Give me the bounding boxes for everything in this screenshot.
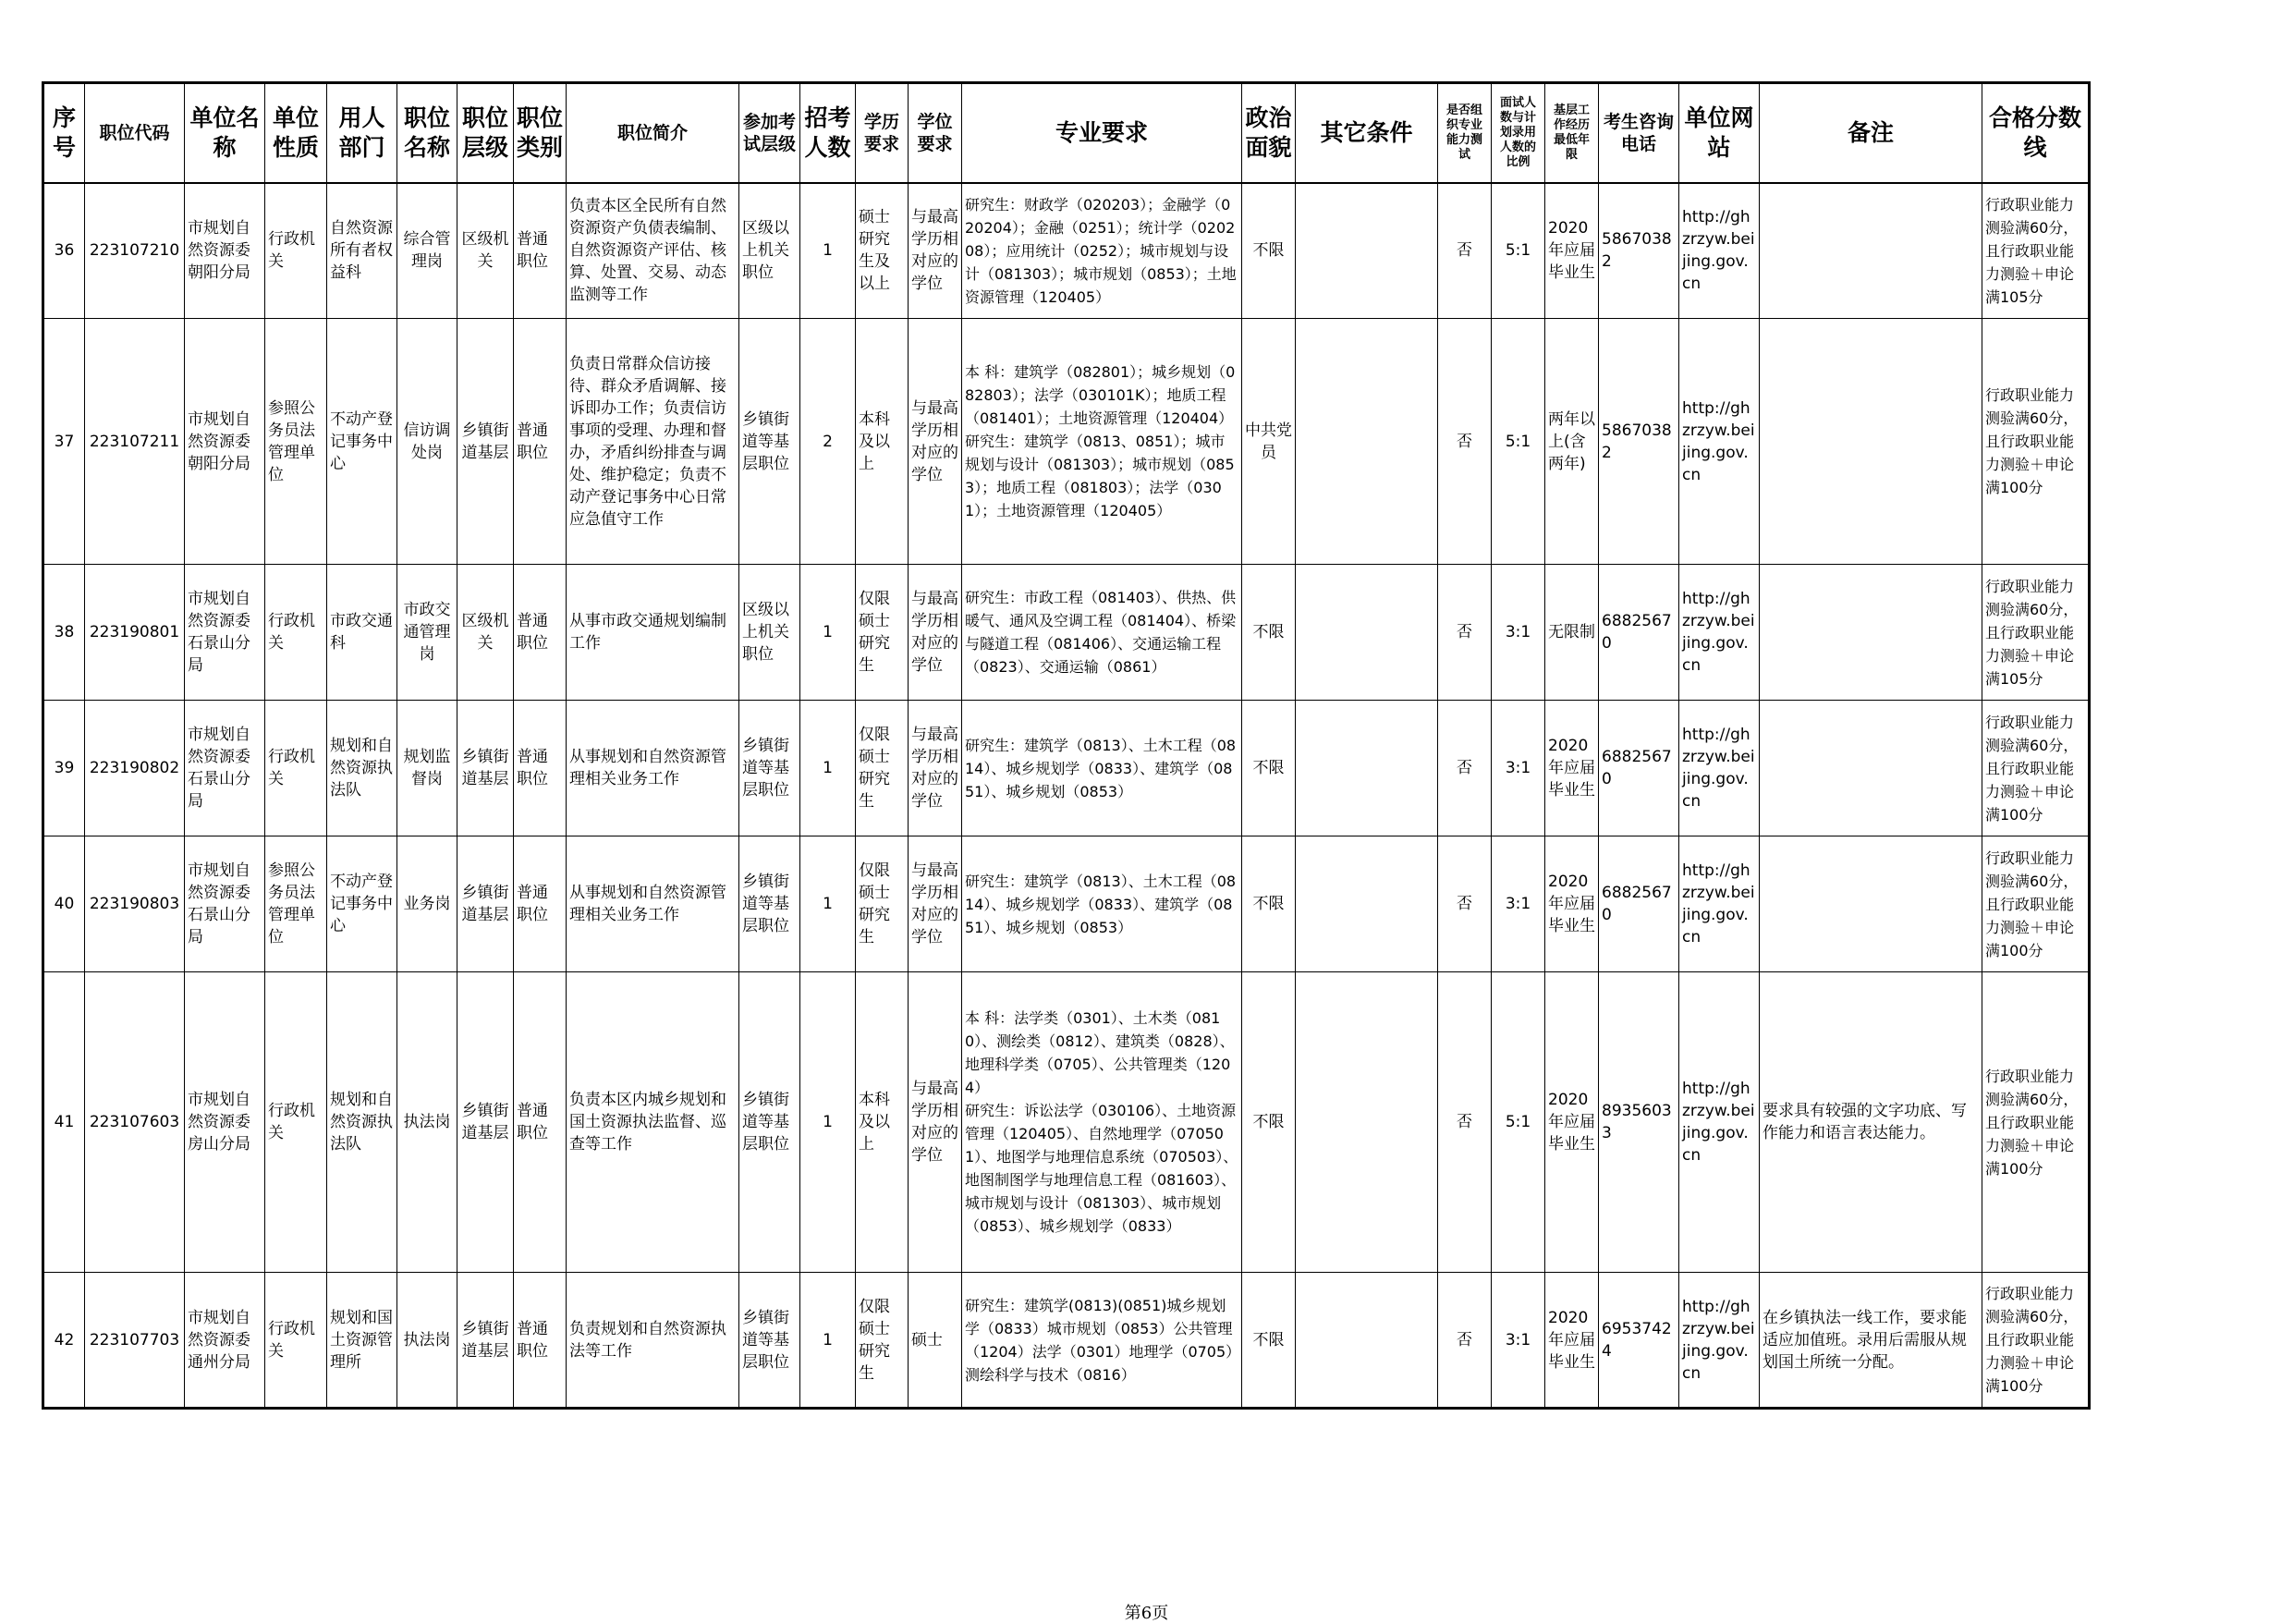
cell-test: 否: [1438, 836, 1492, 972]
cell-category: 普通职位: [514, 701, 567, 836]
header-cell: 用人部门: [327, 83, 397, 183]
cell-phone: 68825670: [1599, 701, 1679, 836]
header-row: [43, 83, 2090, 183]
cell-level: 乡镇街道基层: [457, 972, 514, 1273]
header-cell: 职位简介: [567, 83, 739, 183]
cell-intro: 负责本区内城乡规划和国土资源执法监督、巡查等工作: [567, 972, 739, 1273]
cell-years: 2020年应届毕业生: [1545, 972, 1599, 1273]
cell-major: 研究生：建筑学(0813)(0851)城乡规划学（0833）城市规划（0853）公共管理（1204）法学（0301）地理学（0705）测绘科学与技术（0816）: [962, 1273, 1242, 1409]
cell-no: 37: [43, 319, 85, 565]
cell-years: 2020年应届毕业生: [1545, 1273, 1599, 1409]
cell-exam-level: 乡镇街道等基层职位: [739, 701, 800, 836]
cell-post: 执法岗: [397, 1273, 457, 1409]
cell-post: 执法岗: [397, 972, 457, 1273]
cell-major: 本 科：法学类（0301）、土木类（0810）、测绘类（0812）、建筑类（0828）、地理科学类（0705）、公共管理类（1204） 研究生：诉讼法学（030106）、土地资源管理（120405）、自然地理学（070501）、地图学与地理信息系统（070503）、地图制图学与地理信息工程（081603）、城市规划与设计（081303）、城市规划（0853）、城乡规划学（0833）: [962, 972, 1242, 1273]
cell-unit: 市规划自然资源委房山分局: [185, 972, 265, 1273]
cell-site: http://ghzrzyw.beijing.gov.cn: [1679, 319, 1760, 565]
header-cell: 是否组织专业能力测试: [1438, 83, 1492, 183]
cell-intro: 从事市政交通规划编制工作: [567, 565, 739, 701]
cell-politics: 不限: [1242, 972, 1296, 1273]
cell-intro: 从事规划和自然资源管理相关业务工作: [567, 701, 739, 836]
cell-degree: 与最高学历相对应的学位: [909, 319, 962, 565]
cell-other: [1296, 183, 1438, 319]
cell-other: [1296, 836, 1438, 972]
cell-post: 信访调处岗: [397, 319, 457, 565]
cell-no: 41: [43, 972, 85, 1273]
header-cell: 面试人数与计划录用人数的比例: [1492, 83, 1545, 183]
cell-note: [1760, 836, 1982, 972]
cell-site: http://ghzrzyw.beijing.gov.cn: [1679, 836, 1760, 972]
cell-level: 乡镇街道基层: [457, 1273, 514, 1409]
cell-phone: 69537424: [1599, 1273, 1679, 1409]
cell-ratio: 3:1: [1492, 836, 1545, 972]
cell-major: 本 科：建筑学（082801）；城乡规划（082803）；法学（030101K）；地质工程（081401）；土地资源管理（120404） 研究生：建筑学（0813、0851）；城市规划与设计（081303）；城市规划（0853）；地质工程（081803）；法学（0301）；土地资源管理（120405）: [962, 319, 1242, 565]
cell-edu: 仅限硕士研究生: [856, 701, 909, 836]
cell-code: 223107210: [85, 183, 185, 319]
cell-nature: 行政机关: [265, 972, 327, 1273]
cell-code: 223190802: [85, 701, 185, 836]
cell-phone: 58670382: [1599, 319, 1679, 565]
cell-dept: 不动产登记事务中心: [327, 319, 397, 565]
cell-other: [1296, 701, 1438, 836]
header-cell: 学历要求: [856, 83, 909, 183]
cell-score: 行政职业能力测验满60分，且行政职业能力测验＋申论满100分: [1982, 319, 2090, 565]
cell-nature: 参照公务员法管理单位: [265, 319, 327, 565]
cell-unit: 市规划自然资源委石景山分局: [185, 565, 265, 701]
cell-phone: 68825670: [1599, 565, 1679, 701]
header-cell: 合格分数线: [1982, 83, 2090, 183]
cell-level: 乡镇街道基层: [457, 836, 514, 972]
header-cell: 职位层级: [457, 83, 514, 183]
header-cell: 单位性质: [265, 83, 327, 183]
cell-politics: 不限: [1242, 183, 1296, 319]
cell-note: [1760, 565, 1982, 701]
cell-dept: 规划和国土资源管理所: [327, 1273, 397, 1409]
cell-dept: 自然资源所有者权益科: [327, 183, 397, 319]
cell-code: 223107603: [85, 972, 185, 1273]
table-header: [43, 83, 2090, 183]
cell-score: 行政职业能力测验满60分，且行政职业能力测验＋申论满100分: [1982, 836, 2090, 972]
table-row: [43, 836, 2090, 972]
cell-test: 否: [1438, 1273, 1492, 1409]
cell-unit: 市规划自然资源委通州分局: [185, 1273, 265, 1409]
cell-years: 2020年应届毕业生: [1545, 836, 1599, 972]
cell-code: 223107211: [85, 319, 185, 565]
cell-level: 区级机关: [457, 183, 514, 319]
cell-category: 普通职位: [514, 836, 567, 972]
cell-politics: 不限: [1242, 1273, 1296, 1409]
cell-degree: 与最高学历相对应的学位: [909, 701, 962, 836]
cell-category: 普通职位: [514, 183, 567, 319]
cell-count: 1: [800, 565, 856, 701]
cell-degree: 与最高学历相对应的学位: [909, 972, 962, 1273]
table-row: [43, 319, 2090, 565]
cell-count: 1: [800, 1273, 856, 1409]
cell-score: 行政职业能力测验满60分，且行政职业能力测验＋申论满100分: [1982, 701, 2090, 836]
cell-ratio: 3:1: [1492, 701, 1545, 836]
cell-note: 在乡镇执法一线工作，要求能适应加值班。录用后需服从规划国土所统一分配。: [1760, 1273, 1982, 1409]
cell-nature: 参照公务员法管理单位: [265, 836, 327, 972]
cell-edu: 本科及以上: [856, 319, 909, 565]
cell-edu: 本科及以上: [856, 972, 909, 1273]
cell-unit: 市规划自然资源委朝阳分局: [185, 319, 265, 565]
cell-years: 两年以上(含两年): [1545, 319, 1599, 565]
header-cell: 招考人数: [800, 83, 856, 183]
cell-code: 223107703: [85, 1273, 185, 1409]
cell-score: 行政职业能力测验满60分，且行政职业能力测验＋申论满100分: [1982, 972, 2090, 1273]
cell-category: 普通职位: [514, 972, 567, 1273]
cell-count: 1: [800, 972, 856, 1273]
header-cell: 参加考试层级: [739, 83, 800, 183]
cell-other: [1296, 319, 1438, 565]
cell-post: 综合管理岗: [397, 183, 457, 319]
table-row: [43, 701, 2090, 836]
cell-edu: 仅限硕士研究生: [856, 1273, 909, 1409]
cell-code: 223190801: [85, 565, 185, 701]
header-cell: 基层工作经历最低年限: [1545, 83, 1599, 183]
cell-category: 普通职位: [514, 565, 567, 701]
header-cell: 政治面貌: [1242, 83, 1296, 183]
cell-years: 无限制: [1545, 565, 1599, 701]
cell-edu: 仅限硕士研究生: [856, 565, 909, 701]
cell-phone: 89356033: [1599, 972, 1679, 1273]
cell-intro: 负责规划和自然资源执法等工作: [567, 1273, 739, 1409]
cell-no: 39: [43, 701, 85, 836]
cell-score: 行政职业能力测验满60分，且行政职业能力测验＋申论满105分: [1982, 183, 2090, 319]
cell-no: 42: [43, 1273, 85, 1409]
cell-phone: 58670382: [1599, 183, 1679, 319]
cell-exam-level: 区级以上机关职位: [739, 183, 800, 319]
header-cell: 学位要求: [909, 83, 962, 183]
cell-unit: 市规划自然资源委石景山分局: [185, 701, 265, 836]
cell-no: 40: [43, 836, 85, 972]
cell-post: 规划监督岗: [397, 701, 457, 836]
header-cell: 其它条件: [1296, 83, 1438, 183]
cell-note: [1760, 701, 1982, 836]
cell-ratio: 3:1: [1492, 1273, 1545, 1409]
cell-degree: 硕士: [909, 1273, 962, 1409]
cell-site: http://ghzrzyw.beijing.gov.cn: [1679, 972, 1760, 1273]
page-number: 第6页: [1124, 1604, 1169, 1623]
cell-site: http://ghzrzyw.beijing.gov.cn: [1679, 1273, 1760, 1409]
table-row: [43, 1273, 2090, 1409]
cell-unit: 市规划自然资源委石景山分局: [185, 836, 265, 972]
cell-degree: 与最高学历相对应的学位: [909, 183, 962, 319]
cell-years: 2020年应届毕业生: [1545, 183, 1599, 319]
cell-category: 普通职位: [514, 1273, 567, 1409]
cell-ratio: 3:1: [1492, 565, 1545, 701]
table-body: [43, 183, 2090, 1409]
cell-note: [1760, 319, 1982, 565]
cell-dept: 规划和自然资源执法队: [327, 972, 397, 1273]
header-cell: 单位名称: [185, 83, 265, 183]
cell-nature: 行政机关: [265, 565, 327, 701]
cell-note: [1760, 183, 1982, 319]
cell-other: [1296, 1273, 1438, 1409]
cell-no: 38: [43, 565, 85, 701]
cell-politics: 不限: [1242, 836, 1296, 972]
cell-edu: 仅限硕士研究生: [856, 836, 909, 972]
cell-other: [1296, 565, 1438, 701]
cell-count: 1: [800, 701, 856, 836]
job-listing-table: [42, 81, 2091, 1410]
cell-count: 1: [800, 836, 856, 972]
cell-degree: 与最高学历相对应的学位: [909, 836, 962, 972]
cell-category: 普通职位: [514, 319, 567, 565]
cell-exam-level: 乡镇街道等基层职位: [739, 1273, 800, 1409]
cell-ratio: 5:1: [1492, 972, 1545, 1273]
cell-site: http://ghzrzyw.beijing.gov.cn: [1679, 565, 1760, 701]
cell-level: 乡镇街道基层: [457, 319, 514, 565]
header-cell: 职位代码: [85, 83, 185, 183]
cell-intro: 负责本区全民所有自然资源资产负债表编制、自然资源资产评估、核算、处置、交易、动态监测等工作: [567, 183, 739, 319]
cell-no: 36: [43, 183, 85, 319]
cell-dept: 市政交通科: [327, 565, 397, 701]
cell-score: 行政职业能力测验满60分，且行政职业能力测验＋申论满105分: [1982, 565, 2090, 701]
cell-degree: 与最高学历相对应的学位: [909, 565, 962, 701]
cell-unit: 市规划自然资源委朝阳分局: [185, 183, 265, 319]
table-row: [43, 972, 2090, 1273]
cell-dept: 不动产登记事务中心: [327, 836, 397, 972]
cell-site: http://ghzrzyw.beijing.gov.cn: [1679, 701, 1760, 836]
header-cell: 职位类别: [514, 83, 567, 183]
cell-test: 否: [1438, 565, 1492, 701]
cell-politics: 不限: [1242, 701, 1296, 836]
cell-edu: 硕士研究生及以上: [856, 183, 909, 319]
cell-intro: 从事规划和自然资源管理相关业务工作: [567, 836, 739, 972]
cell-years: 2020年应届毕业生: [1545, 701, 1599, 836]
cell-major: 研究生：建筑学（0813）、土木工程（0814）、城乡规划学（0833）、建筑学（0851）、城乡规划（0853）: [962, 836, 1242, 972]
cell-major: 研究生：建筑学（0813）、土木工程（0814）、城乡规划学（0833）、建筑学（0851）、城乡规划（0853）: [962, 701, 1242, 836]
cell-other: [1296, 972, 1438, 1273]
cell-test: 否: [1438, 319, 1492, 565]
cell-post: 业务岗: [397, 836, 457, 972]
table-row: [43, 565, 2090, 701]
cell-politics: 中共党员: [1242, 319, 1296, 565]
header-cell: 备注: [1760, 83, 1982, 183]
cell-count: 2: [800, 319, 856, 565]
cell-test: 否: [1438, 701, 1492, 836]
cell-intro: 负责日常群众信访接待、群众矛盾调解、接诉即办工作；负责信访事项的受理、办理和督办，矛盾纠纷排查与调处、维护稳定；负责不动产登记事务中心日常应急值守工作: [567, 319, 739, 565]
cell-ratio: 5:1: [1492, 183, 1545, 319]
header-cell: 序号: [43, 83, 85, 183]
cell-exam-level: 乡镇街道等基层职位: [739, 972, 800, 1273]
header-cell: 单位网站: [1679, 83, 1760, 183]
table-row: [43, 183, 2090, 319]
cell-ratio: 5:1: [1492, 319, 1545, 565]
header-cell: 职位名称: [397, 83, 457, 183]
cell-post: 市政交通管理岗: [397, 565, 457, 701]
cell-level: 区级机关: [457, 565, 514, 701]
cell-exam-level: 乡镇街道等基层职位: [739, 319, 800, 565]
cell-count: 1: [800, 183, 856, 319]
cell-exam-level: 区级以上机关职位: [739, 565, 800, 701]
cell-code: 223190803: [85, 836, 185, 972]
cell-note: 要求具有较强的文字功底、写作能力和语言表达能力。: [1760, 972, 1982, 1273]
cell-politics: 不限: [1242, 565, 1296, 701]
cell-test: 否: [1438, 183, 1492, 319]
cell-major: 研究生：财政学（020203）；金融学（020204）；金融（0251）；统计学（020208）；应用统计（0252）；城市规划与设计（081303）；城市规划（0853）；土地资源管理（120405）: [962, 183, 1242, 319]
cell-score: 行政职业能力测验满60分，且行政职业能力测验＋申论满100分: [1982, 1273, 2090, 1409]
header-cell: 专业要求: [962, 83, 1242, 183]
cell-site: http://ghzrzyw.beijing.gov.cn: [1679, 183, 1760, 319]
cell-level: 乡镇街道基层: [457, 701, 514, 836]
cell-nature: 行政机关: [265, 1273, 327, 1409]
cell-exam-level: 乡镇街道等基层职位: [739, 836, 800, 972]
cell-nature: 行政机关: [265, 701, 327, 836]
cell-test: 否: [1438, 972, 1492, 1273]
header-cell: 考生咨询电话: [1599, 83, 1679, 183]
cell-phone: 68825670: [1599, 836, 1679, 972]
cell-major: 研究生：市政工程（081403）、供热、供暖气、通风及空调工程（081404）、桥梁与隧道工程（081406）、交通运输工程（0823）、交通运输（0861）: [962, 565, 1242, 701]
cell-dept: 规划和自然资源执法队: [327, 701, 397, 836]
cell-nature: 行政机关: [265, 183, 327, 319]
